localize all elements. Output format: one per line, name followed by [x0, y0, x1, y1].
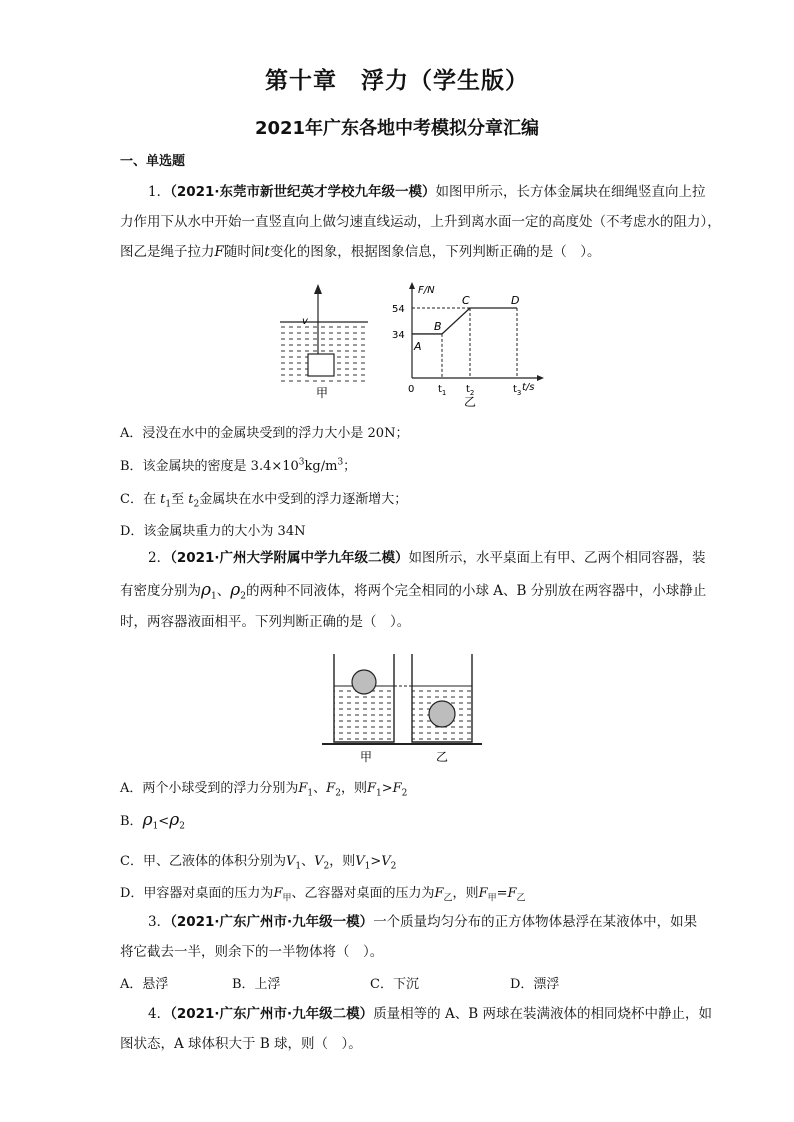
q1-option-b[interactable] [120, 455, 356, 474]
page-title: 第十章 浮力（学生版） [265, 68, 529, 94]
q2-optB-s1: 1 [152, 821, 159, 832]
q2-optD-F3: F [478, 886, 488, 901]
q2-sep: 、 [216, 583, 231, 599]
x-tick-0: 0 [408, 384, 415, 395]
q2-optC-gt: > [370, 854, 382, 869]
q2-optB-lt: < [158, 814, 170, 829]
series-line [412, 308, 517, 334]
q2-optA-s2b: 2 [401, 788, 408, 799]
fig-yi-label: 乙 [436, 750, 449, 764]
q1-text-c: 变化的图象，根据图象信息，下列判断正确的是（ ）。 [269, 244, 601, 260]
q1-option-d[interactable]: D．该金属块重力的大小为 34N [120, 524, 306, 539]
q1-optC-s2: 2 [193, 499, 200, 510]
ball-b [429, 701, 455, 727]
q2-optD-F: F [273, 886, 283, 901]
q1-optB-sup1: 3 [298, 457, 305, 468]
q2-option-b[interactable] [120, 810, 185, 832]
fig-yi-caption: 乙 [464, 395, 477, 408]
q2-option-c[interactable] [120, 850, 396, 872]
q2-optB-pre: B． [120, 814, 143, 829]
q2-rho1-sub: 1 [211, 591, 217, 602]
q2-optA-s1: 1 [307, 788, 314, 799]
q1-optC-post: 金属块在水中受到的浮力逐渐增大； [199, 492, 408, 507]
ball-a [352, 670, 376, 694]
q2-optD-a: D．甲容器对桌面的压力为 [120, 886, 274, 901]
q2-optA-F1b: F [366, 781, 376, 796]
q4-text: 质量相等的 A、B 两球在装满液体的相同烧杯中静止，如 [373, 1006, 712, 1022]
q2-optA-s2: 2 [335, 788, 341, 799]
q1-optC-t1: t [160, 492, 166, 507]
q2-line-2 [120, 580, 707, 607]
q2-rho2-sub: 2 [240, 591, 246, 602]
x-tick-t3: $t_3$ [513, 384, 522, 397]
q2-optA-F2: F [326, 781, 336, 796]
q2-optC-V2b: V [381, 854, 391, 869]
point-label-a: A [414, 339, 422, 353]
arrow-up-icon [314, 284, 322, 294]
q1-source: （2021·东莞市新世纪英才学校九年级一模） [170, 184, 436, 200]
q2-line-1 [148, 548, 728, 568]
q3-line-1 [148, 912, 728, 932]
q2-optA-c: 、 [313, 781, 327, 796]
x-tick-t2: $t_2$ [466, 384, 475, 397]
q3-number: 3． [148, 914, 171, 930]
q2-optA-F1: F [298, 781, 308, 796]
q2-optA-gt: > [381, 781, 393, 796]
q2-optA-mid: ，则 [340, 781, 367, 796]
q1-number: 1． [148, 184, 171, 200]
q2-option-a[interactable] [120, 777, 407, 799]
q1-optC-mid: 至 [171, 492, 185, 507]
q2-optC-pre: C．甲、乙液体的体积分别为 [120, 854, 286, 869]
q2-optC-c: 、 [301, 854, 315, 869]
page-subtitle: 2021年广东各地中考模拟分章汇编 [254, 118, 540, 139]
q2-line-3: 时，两容器液面相平。下列判断正确的是（ ）。 [120, 614, 411, 630]
metal-block [308, 354, 334, 376]
q2-optC-s1b: 1 [364, 861, 371, 872]
q3-option-d[interactable]: D．漂浮 [510, 977, 560, 992]
q2-optC-s2: 2 [323, 861, 330, 872]
q1-optB-post: ； [343, 459, 357, 474]
q2-optD-b: 、乙容器对桌面的压力为 [291, 886, 435, 901]
y-tick-54: 54 [392, 304, 405, 315]
q2-source: （2021·广州大学附属中学九年级二模） [170, 550, 409, 566]
q4-number: 4． [148, 1006, 171, 1022]
q2-optD-F2: F [434, 886, 444, 901]
q2-number: 2． [148, 550, 171, 566]
q2-optC-V1: V [285, 854, 296, 869]
q1-var-F: F [214, 244, 224, 260]
q2-optC-mid: ，则 [329, 854, 356, 869]
fig-jia-label: 甲 [360, 750, 373, 764]
fig-jia-caption: 甲 [316, 386, 329, 400]
q2-optC-s1: 1 [295, 861, 302, 872]
q1-optC-pre: C．在 [120, 492, 156, 507]
point-label-b: B [434, 319, 442, 333]
velocity-label: v [302, 316, 308, 327]
q2-text-b: 的两种不同液体，将两个完全相同的小球 A、B 分别放在两容器中，小球静止 [245, 583, 707, 599]
q3-option-a[interactable]: A．悬浮 [120, 977, 169, 992]
y-axis-label: F/N [418, 285, 435, 296]
q2-text: 如图所示，水平桌面上有甲、乙两个相同容器，装 [408, 550, 706, 566]
q2-optB-r2: ρ [169, 810, 180, 830]
x-axis-arrow-icon [537, 375, 544, 381]
q2-optA-F2b: F [392, 781, 402, 796]
point-label-d: D [511, 294, 520, 307]
q1-optB-pre: B．该金属块的密度是 3.4×10 [120, 459, 299, 474]
q2-optD-eq: = [496, 886, 508, 901]
q2-optD-sj2: 甲 [487, 893, 497, 904]
q1-optC-t2: t [188, 492, 194, 507]
q2-optB-r1: ρ [142, 810, 153, 830]
q2-optD-c: ，则 [452, 886, 479, 901]
q1-figure-jia [280, 282, 370, 402]
q2-optB-s2: 2 [179, 821, 185, 832]
q2-optC-V2: V [314, 854, 324, 869]
q2-optD-sy: 乙 [443, 893, 453, 904]
q2-text-a: 有密度分别为 [120, 583, 201, 599]
q3-option-b[interactable]: B．上浮 [232, 977, 281, 992]
y-tick-34: 34 [392, 329, 405, 341]
q1-optB-sup2: 3 [337, 457, 344, 468]
q2-optC-V1b: V [355, 854, 365, 869]
q3-source: （2021·广东广州市·九年级一模） [170, 914, 374, 930]
q1-line-3 [120, 242, 700, 262]
q2-optC-s2b: 2 [390, 861, 397, 872]
q2-optD-sy2: 乙 [516, 893, 526, 904]
q3-text: 一个质量均匀分布的正方体物体悬浮在某液体中，如果 [373, 914, 698, 930]
section-heading: 一、单选题 [120, 154, 186, 169]
q1-line-2: 力作用下从水中开始一直竖直向上做匀速直线运动，上升到离水面一定的高度处（不考虑水的阻力）， [120, 214, 721, 230]
q2-rho2: ρ [230, 580, 241, 600]
q2-optD-sj: 甲 [282, 893, 292, 904]
q1-option-c[interactable] [120, 488, 407, 510]
q1-line-1 [148, 182, 728, 202]
q4-line-2: 图状态，A 球体积大于 B 球，则（ ）。 [120, 1036, 362, 1052]
q1-optB-mid: kg/m [304, 459, 338, 474]
q1-option-a[interactable]: A．浸没在水中的金属块受到的浮力大小是 20N； [120, 426, 409, 441]
q2-option-d[interactable] [120, 882, 526, 904]
q1-optC-s1: 1 [165, 499, 172, 510]
q2-figure-containers [322, 652, 482, 764]
q4-source: （2021·广东广州市·九年级二模） [170, 1006, 374, 1022]
point-label-c: C [462, 294, 470, 307]
q1-text-b: 随时间 [223, 244, 265, 260]
y-axis-arrow-icon [409, 282, 415, 289]
q1-text-a: 图乙是绳子拉力 [120, 244, 215, 260]
q2-rho1: ρ [201, 580, 211, 600]
q4-line-1 [148, 1004, 728, 1024]
q3-line-2: 将它截去一半，则余下的一半物体将（ ）。 [120, 944, 384, 960]
x-tick-t1: $t_1$ [438, 384, 447, 397]
x-axis-label: t/s [522, 382, 535, 393]
q2-optA-pre: A．两个小球受到的浮力分别为 [120, 781, 299, 796]
q2-optA-s1b: 1 [375, 788, 382, 799]
q3-option-c[interactable]: C．下沉 [370, 977, 419, 992]
q1-var-t: t [264, 244, 270, 260]
q1-text: 如图甲所示，长方体金属块在细绳竖直向上拉 [435, 184, 706, 200]
q2-optD-F4: F [507, 886, 517, 901]
q1-chart-yi [392, 280, 552, 408]
